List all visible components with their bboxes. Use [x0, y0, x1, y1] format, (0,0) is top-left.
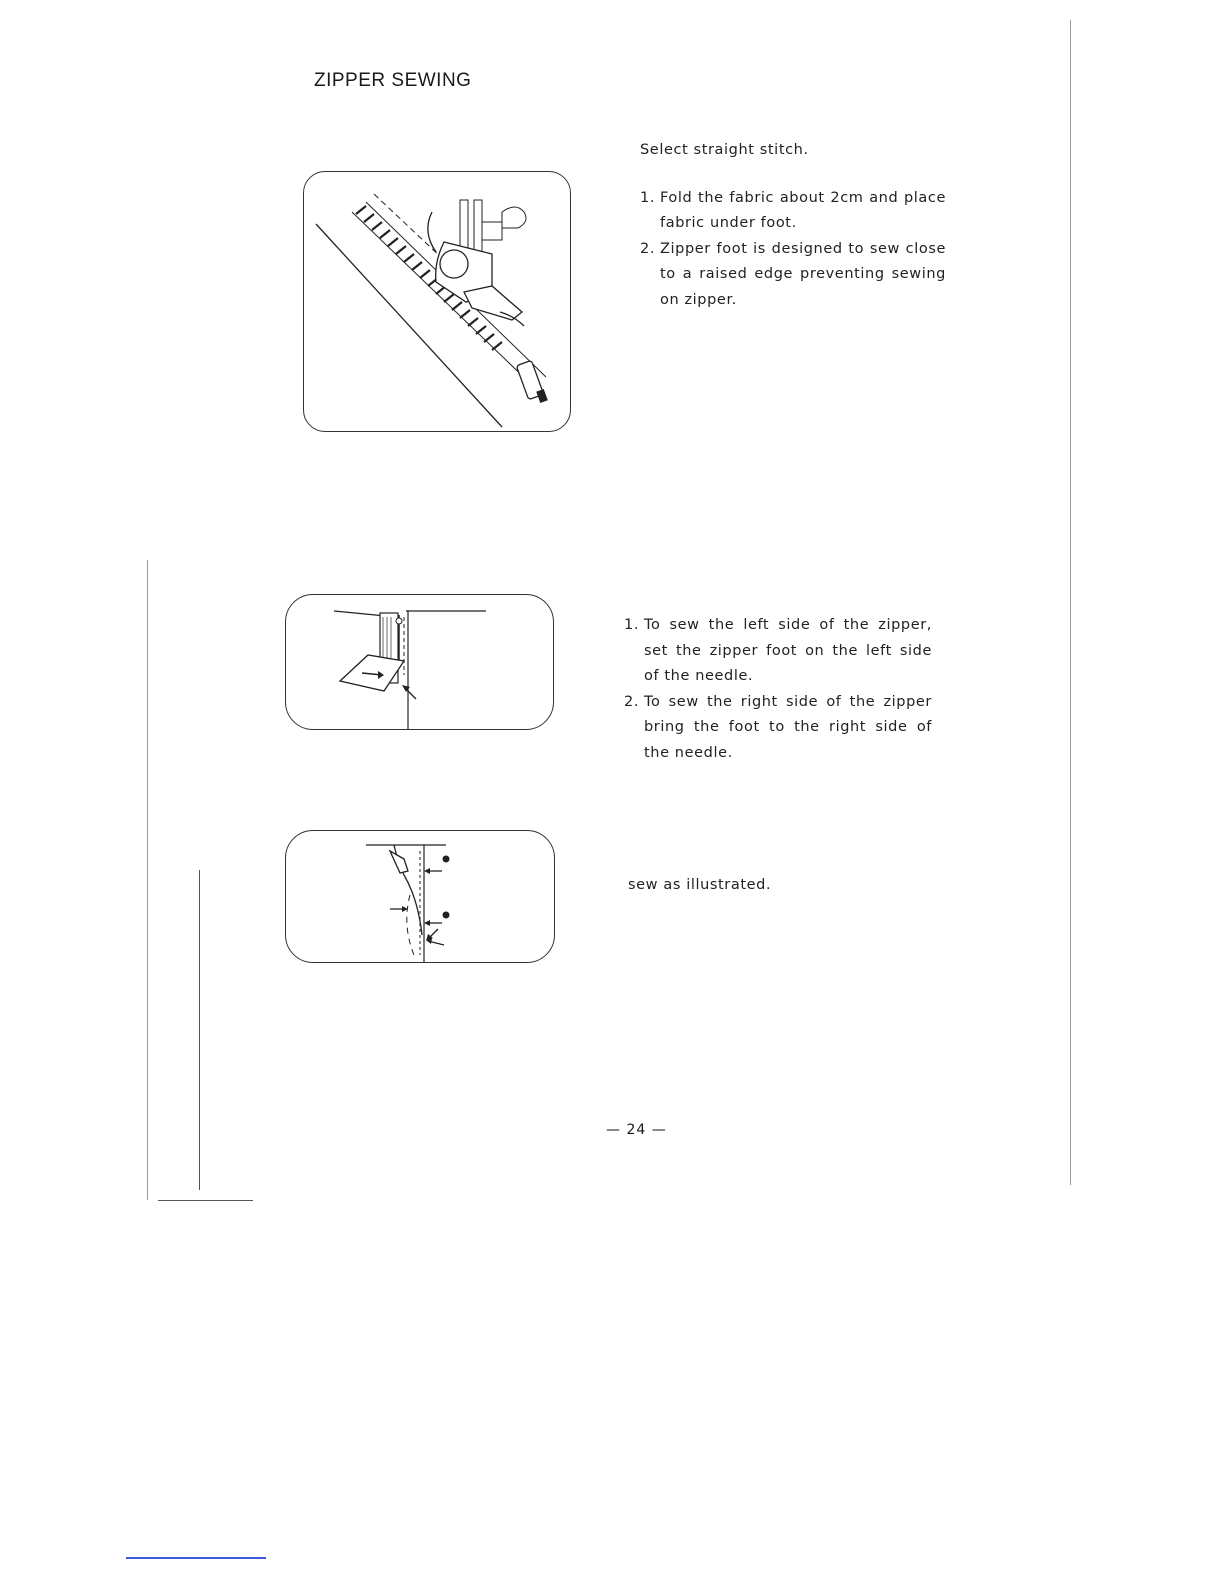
list-item: [640, 186, 946, 237]
list-item: [624, 613, 932, 690]
step-number: 1.: [624, 617, 640, 633]
section-2-steps: [624, 613, 932, 766]
page-title: ZIPPER SEWING: [314, 70, 472, 91]
right-scan-edge: [1070, 20, 1071, 1185]
left-scan-edge: [147, 560, 148, 1200]
step-number: 2.: [640, 240, 656, 257]
step-number: 2.: [624, 693, 640, 710]
bottom-scan-edge: [158, 1200, 253, 1201]
section-1-text: [640, 138, 946, 313]
list-item: [624, 690, 932, 767]
page-number: — 24 —: [606, 1122, 667, 1138]
intro-text: Select straight stitch.: [640, 142, 809, 158]
foot-position-illustration: [285, 594, 554, 730]
section-3-text: sew as illustrated.: [628, 877, 772, 893]
step-text: To sew the left side of the zipper, set the zipper foot on the left side of the needle.: [644, 617, 932, 684]
scan-link-line: [126, 1557, 266, 1559]
stitch-sequence-illustration: [285, 830, 555, 963]
zipper-foot-illustration: [303, 171, 571, 432]
list-item: [640, 237, 946, 314]
step-number: 1.: [640, 189, 656, 206]
step-text: Fold the fabric about 2cm and place fabric under foot.: [660, 189, 946, 231]
step-text: To sew the right side of the zipper bring the foot to the right side of the needle.: [644, 693, 932, 761]
section-1-steps: [640, 186, 946, 314]
left-binding-edge: [199, 870, 200, 1190]
step-text: Zipper foot is designed to sew close to a raised edge preventing sewing on zipper.: [660, 240, 946, 308]
section-2-text: [624, 613, 932, 766]
